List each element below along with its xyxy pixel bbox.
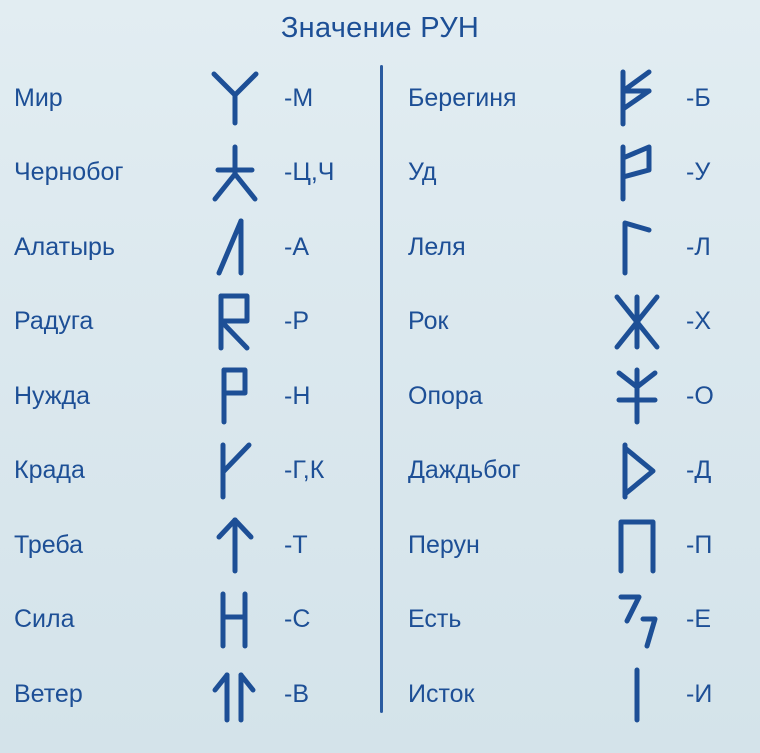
rune-nuzhda-icon: [192, 367, 278, 425]
rune-row: [408, 61, 750, 136]
rune-name: Ветер: [14, 679, 83, 708]
rune-letter: -С: [284, 605, 311, 634]
rune-row: [408, 210, 750, 285]
rune-row: [14, 359, 372, 434]
rune-name: Алатырь: [14, 232, 115, 261]
rune-opora-icon: [594, 367, 680, 425]
rune-letter: -Л: [686, 232, 711, 261]
rune-sila-icon: [192, 591, 278, 649]
rune-letter: -Х: [686, 307, 711, 336]
rune-chernobog-icon: [192, 144, 278, 202]
column-divider: [380, 65, 383, 713]
rune-letter: -Н: [284, 381, 311, 410]
rune-letter: -Т: [284, 530, 308, 559]
rune-mir-icon: [192, 69, 278, 127]
rune-letter: -П: [686, 530, 713, 559]
rune-name: Перун: [408, 530, 480, 559]
rune-name: Треба: [14, 530, 84, 559]
rune-row: [14, 210, 372, 285]
rune-letter: -М: [284, 83, 314, 112]
rune-letter: -Е: [686, 605, 711, 634]
rune-letter: -А: [284, 232, 309, 261]
rune-row: [408, 434, 750, 509]
rune-name: Берегиня: [408, 83, 517, 112]
page-title: Значение РУН: [280, 12, 480, 44]
rune-name: Уд: [408, 158, 437, 187]
rune-name: Нужда: [14, 381, 91, 410]
rune-istok-icon: [594, 665, 680, 723]
rune-alatyr-icon: [192, 218, 278, 276]
rune-table: [0, 61, 760, 731]
rune-row: [14, 657, 372, 732]
rune-row: [14, 285, 372, 360]
rune-name: Есть: [408, 605, 462, 634]
rune-name: Крада: [14, 456, 85, 485]
rune-row: [408, 285, 750, 360]
rune-name: Мир: [14, 83, 63, 112]
rune-ud-icon: [594, 144, 680, 202]
rune-row: [408, 136, 750, 211]
rune-bereginya-icon: [594, 69, 680, 127]
rune-letter: -Б: [686, 83, 711, 112]
rune-name: Сила: [14, 605, 75, 634]
rune-row: [14, 508, 372, 583]
rune-veter-icon: [192, 665, 278, 723]
rune-letter: -Г,К: [284, 456, 325, 485]
rune-letter: -О: [686, 381, 714, 410]
rune-name: Леля: [408, 232, 466, 261]
rune-row: [14, 136, 372, 211]
rune-dazhdbog-icon: [594, 442, 680, 500]
rune-row: [408, 583, 750, 658]
rune-lelya-icon: [594, 218, 680, 276]
rune-row: [14, 61, 372, 136]
rune-name: Даждьбог: [408, 456, 521, 485]
left-column: [0, 61, 380, 731]
rune-name: Чернобог: [14, 158, 124, 187]
rune-letter: -И: [686, 679, 713, 708]
rune-row: [14, 583, 372, 658]
rune-letter: -Ц,Ч: [284, 158, 335, 187]
rune-treba-icon: [192, 516, 278, 574]
rune-rok-icon: [594, 293, 680, 351]
right-column: [380, 61, 760, 731]
rune-letter: -Д: [686, 456, 712, 485]
rune-letter: -У: [686, 158, 711, 187]
rune-row: [14, 434, 372, 509]
rune-krada-icon: [192, 442, 278, 500]
rune-row: [408, 359, 750, 434]
rune-row: [408, 657, 750, 732]
rune-name: Опора: [408, 381, 483, 410]
rune-letter: -В: [284, 679, 309, 708]
rune-row: [408, 508, 750, 583]
rune-name: Исток: [408, 679, 475, 708]
rune-perun-icon: [594, 516, 680, 574]
rune-raduga-icon: [192, 293, 278, 351]
rune-name: Радуга: [14, 307, 94, 336]
rune-letter: -Р: [284, 307, 309, 336]
rune-est-icon: [594, 591, 680, 649]
rune-name: Рок: [408, 307, 449, 336]
